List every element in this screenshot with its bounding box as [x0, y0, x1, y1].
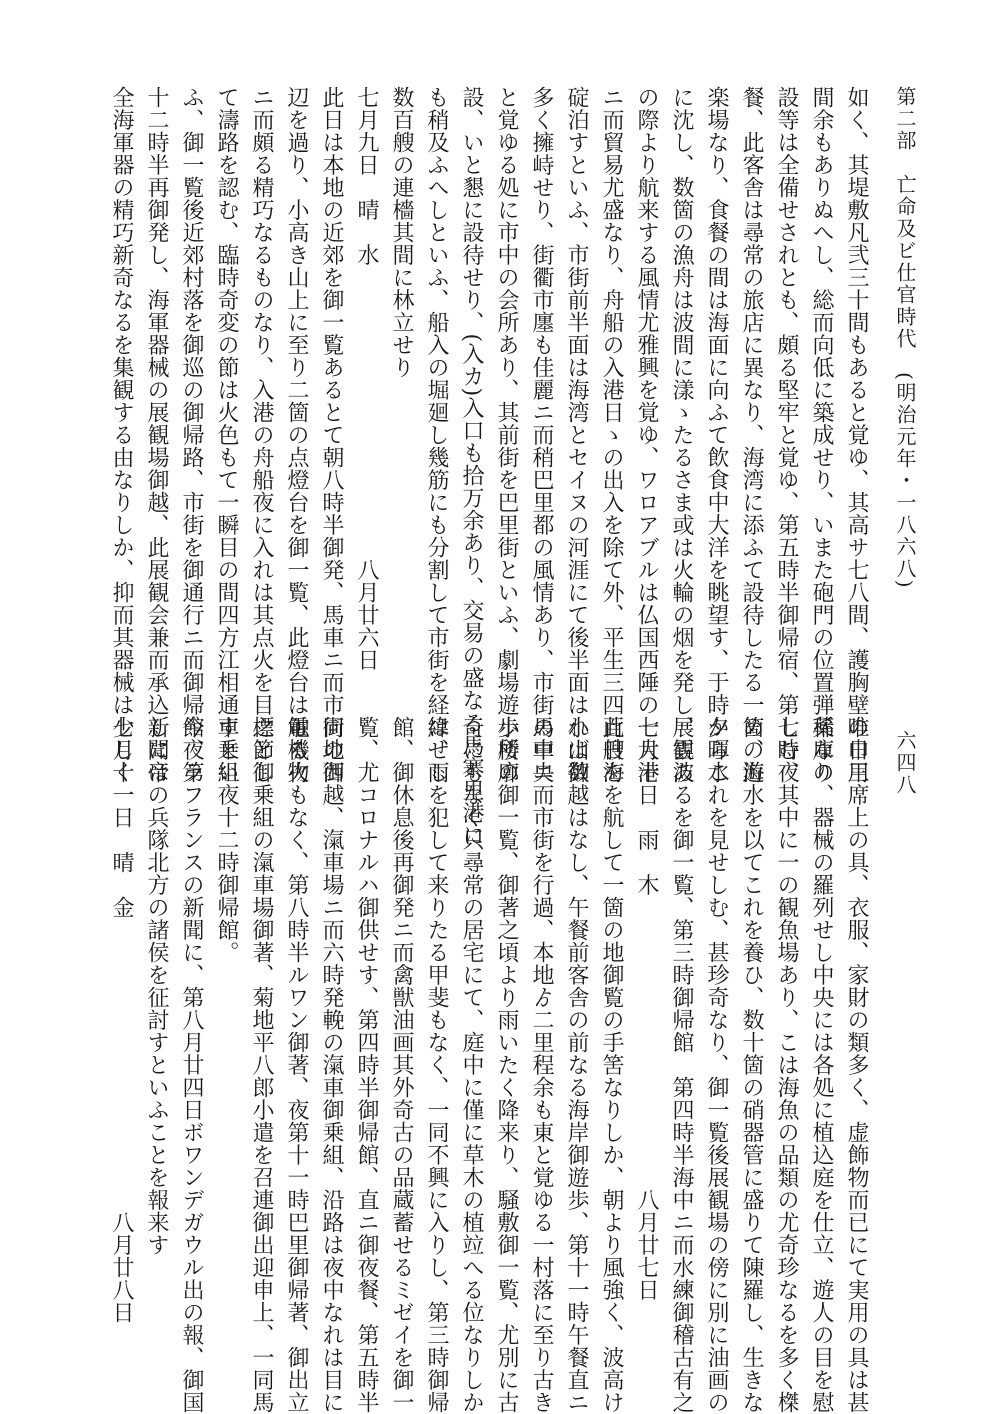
text-column: 車乗組夜十二時御帰館。: [214, 716, 239, 964]
text-column: 展観あるを御一覧、第三時御帰館 第四時半海中ニ而水練御稽古有之: [669, 716, 694, 1414]
text-column: 稀なり、器械の羅列せし中央には各処に植込庭を仕立、遊人の目を慰: [809, 716, 834, 1414]
text-column: 設、いと懇に設待せり、(入カ)入口も拾万余あり、交易の盛なる馬寨里港に: [459, 86, 484, 847]
date-heading: 七月九日 晴 水 八月廿六日: [354, 86, 379, 671]
text-column: からこれを見せしむ、甚珍奇なり、御一覧後展観場の傍に別に油画の: [704, 716, 729, 1414]
text-column: も稍及ふへしといふ、船入の堀廻し幾筋にも分割して市街を経緯せし: [424, 86, 449, 784]
text-column: と覚ゆる処に市中の会所あり、其前街を巴里街といふ、劇場遊歩所の: [494, 86, 519, 784]
text-column: 奇にもなく只尋常の居宅にて、庭中に僅に草木の植竝へる位なりしか: [459, 716, 484, 1414]
text-column: 此日海を航して一箇の地御覧の手筈なりしか、朝より風強く、波高け: [599, 716, 624, 1414]
text-column: 今夜ラフランスの新聞に、第八月廿四日ボワンデガウル出の報、御国: [179, 716, 204, 1414]
text-column: 馬車ニ而市街を行過、本地ゟ二里程余も東と覚ゆる一村落に至り古き: [529, 716, 554, 1414]
text-column: 如く、其堤敷凡弐三十間もあると覚ゆ、其高サ七八間、護胸壁の巾三: [844, 86, 869, 784]
text-column: 設等は全備せされとも、頗る堅牢と覚ゆ、第五時半御帰宿、第七時夜: [774, 86, 799, 784]
text-column: 十二時半再御発し、海軍器械の展観場御越、此展観会兼而承込しには: [144, 86, 169, 784]
text-column: 新聞帝の兵隊北方の諸侯を征討すといふことを報来す: [144, 716, 169, 1256]
text-column: 館、御休息後再御発ニ而禽獣油画其外奇古の品蔵蓄せるミゼイを御一: [389, 716, 414, 1414]
page-number: 六四八: [893, 730, 917, 796]
text-column: 之節御乗組の滊車場御著、菊地平八郎小遣を召連御出迎申上、一同馬: [249, 716, 274, 1414]
text-column: 間余もありぬへし、総而向低に築成せり、いまた砲門の位置弾薬庫の: [809, 86, 834, 784]
text-column: ふ、御一覧後近郊村落を御巡の御帰路、市街を御通行ニ而御帰館、第: [179, 86, 204, 784]
text-column: 同地御越、滊車場ニ而六時発輓の滊車御乗組、沿路は夜中なれは目に: [319, 716, 344, 1414]
text-column: て濤路を認む、臨時奇変の節は火色もて一瞬目の間四方江相通すとい: [214, 86, 239, 784]
running-head: 第二部 亡命及ビ仕官時代 (明治元年・一八六八): [893, 86, 917, 590]
text-column: 触る物もなく、第八時半ルワン御著、夜第十一時巴里御帰著、御出立: [284, 716, 309, 1414]
text-column: 数百艘の連檣其間に林立せり: [389, 86, 414, 379]
text-column: め、海水を以てこれを養ひ、数十箇の硝器管に盛りて陳羅し、生きな: [739, 716, 764, 1414]
text-column: ニ而貿易尤盛なり、舟船の入港日ゝの出入を除て外、平生三四百艘を: [599, 86, 624, 784]
text-column: 餐、此客舎は尋常の旅店に異なり、海湾に添ふて設待したる一箇の遊: [739, 86, 764, 784]
text-column: は、雨を犯して来りたる甲斐もなく、一同不興に入りし、第三時御帰: [424, 716, 449, 1414]
text-column: 全海軍器の精巧新奇なるを集観する由なりしか、抑而其器械は少しく: [109, 86, 134, 784]
text-column: れば御越はなし、午餐前客舎の前なる海岸御遊歩、第十一時午餐直ニ: [564, 716, 589, 1414]
text-column: の際より航来する風情尤雅興を覚ゆ、ワロアブルは仏国西陲の一大港: [634, 86, 659, 784]
text-column: 多く擁峙せり、街衢市廛も佳麗ニ而稍巴里都の風情あり、市街の中央: [529, 86, 554, 784]
text-column: 此日は本地の近郊を御一覧あるとて朝八時半御発、馬車ニ而市街の西: [319, 86, 344, 784]
text-column: 小楼廓御一覧、御著之頃より雨いたく降来り、騒敷御一覧、尤別に古: [494, 716, 519, 1414]
date-heading: 七月十日 雨 木 八月廿七日: [634, 716, 659, 1301]
text-column: 覧、尤コロナルハ御供せす、第四時半御帰館、直ニ御夜餐、第五時半: [354, 716, 379, 1414]
text-column: に沈し、数箇の漁舟は波間に漾ゝたるさま或は火輪の烟を発し、雲波: [669, 86, 694, 784]
text-column: 辺を過り、小高き山上に至り二箇の点燈台を御一覧、此燈台は電機火: [284, 86, 309, 784]
date-heading: 七月十一日 晴 金 八月廿八日: [109, 716, 134, 1324]
text-column: 唯日用席上の具、衣服、家財の類多く、虚飾物而已にて実用の具は甚: [844, 716, 869, 1414]
text-column: ニ而頗る精巧なるものなり、入港の舟船夜に入れは其点火を目標とし: [249, 86, 274, 784]
text-column: 楽場なり、食餐の間は海面に向ふて飲食中大洋を眺望す、于時夕暉水: [704, 86, 729, 784]
text-column: 碇泊すといふ、市街前半面は海湾とセイヌの河涯にて後半面は小山数: [564, 86, 589, 784]
text-column: しむ、其中に一の観魚場あり、こは海魚の品類の尤奇珍なるを多く榤: [774, 716, 799, 1414]
